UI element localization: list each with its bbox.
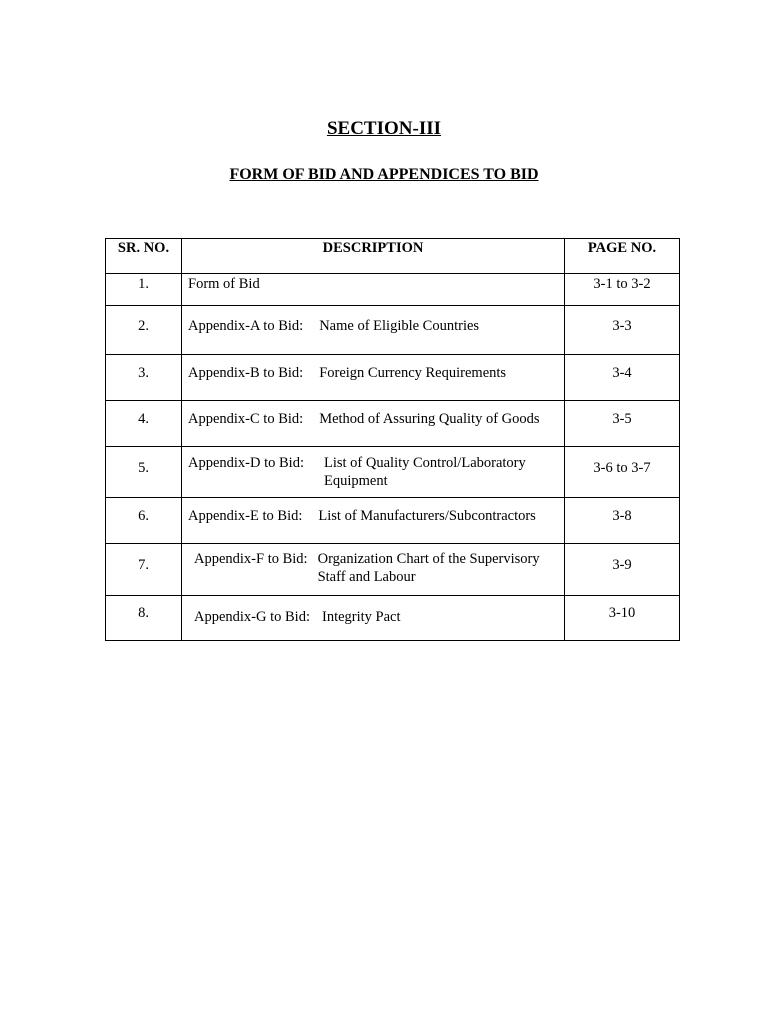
contents-table bbox=[105, 238, 680, 641]
table-header-row bbox=[106, 239, 680, 274]
appendix-title: Name of Eligible Countries bbox=[319, 318, 480, 334]
page-no-cell: 3-9 bbox=[565, 544, 680, 596]
sr-no-cell: 4. bbox=[106, 401, 182, 447]
table-row bbox=[106, 498, 680, 544]
appendix-title: Organization Chart of the Supervisory Staff and Labour bbox=[317, 551, 540, 585]
header-sr-no: SR. NO. bbox=[106, 239, 182, 274]
page-no-cell: 3-4 bbox=[565, 355, 680, 401]
description-cell bbox=[182, 447, 565, 498]
table-row bbox=[106, 355, 680, 401]
appendix-label: Appendix-E to Bid: bbox=[188, 508, 303, 524]
section-title: SECTION-III bbox=[326, 118, 442, 139]
sr-no-cell: 7. bbox=[106, 544, 182, 596]
page-no-cell: 3-3 bbox=[565, 306, 680, 355]
sr-no-cell: 5. bbox=[106, 447, 182, 498]
appendix-label: Appendix-D to Bid: bbox=[188, 455, 304, 471]
description-cell bbox=[182, 401, 565, 447]
page-no-cell: 3-8 bbox=[565, 498, 680, 544]
appendix-label: Appendix-B to Bid: bbox=[188, 365, 304, 381]
header-description: DESCRIPTION bbox=[182, 239, 565, 274]
appendix-label: Appendix-G to Bid: bbox=[194, 609, 310, 625]
appendix-title: List of Quality Control/Laboratory Equipment bbox=[324, 455, 526, 489]
page-no-cell: 3-1 to 3-2 bbox=[565, 274, 680, 306]
form-title: FORM OF BID AND APPENDICES TO BID bbox=[229, 166, 539, 183]
appendix-label: Appendix-A to Bid: bbox=[188, 318, 304, 334]
description-cell bbox=[182, 498, 565, 544]
header-page-no: PAGE NO. bbox=[565, 239, 680, 274]
description-cell bbox=[182, 306, 565, 355]
appendix-label: Appendix-F to Bid: bbox=[194, 551, 308, 567]
sr-no-cell: 1. bbox=[106, 274, 182, 306]
table-row bbox=[106, 401, 680, 447]
page-no-cell: 3-6 to 3-7 bbox=[565, 447, 680, 498]
table-row bbox=[106, 544, 680, 596]
sr-no-cell: 6. bbox=[106, 498, 182, 544]
appendix-title: List of Manufacturers/Subcontractors bbox=[318, 508, 536, 524]
appendix-label: Appendix-C to Bid: bbox=[188, 411, 304, 427]
description-text: Form of Bid bbox=[188, 276, 260, 292]
table-row bbox=[106, 274, 680, 306]
table-row bbox=[106, 447, 680, 498]
table-row bbox=[106, 306, 680, 355]
page-no-cell: 3-5 bbox=[565, 401, 680, 447]
description-cell bbox=[182, 544, 565, 596]
appendix-title: Integrity Pact bbox=[322, 609, 401, 625]
sr-no-cell: 3. bbox=[106, 355, 182, 401]
description-cell bbox=[182, 355, 565, 401]
table-row bbox=[106, 596, 680, 641]
sr-no-cell: 8. bbox=[106, 596, 182, 641]
description-cell bbox=[182, 596, 565, 641]
page-no-cell: 3-10 bbox=[565, 596, 680, 641]
appendix-title: Method of Assuring Quality of Goods bbox=[319, 411, 540, 427]
sr-no-cell: 2. bbox=[106, 306, 182, 355]
description-cell bbox=[182, 274, 565, 306]
appendix-title: Foreign Currency Requirements bbox=[319, 365, 507, 381]
